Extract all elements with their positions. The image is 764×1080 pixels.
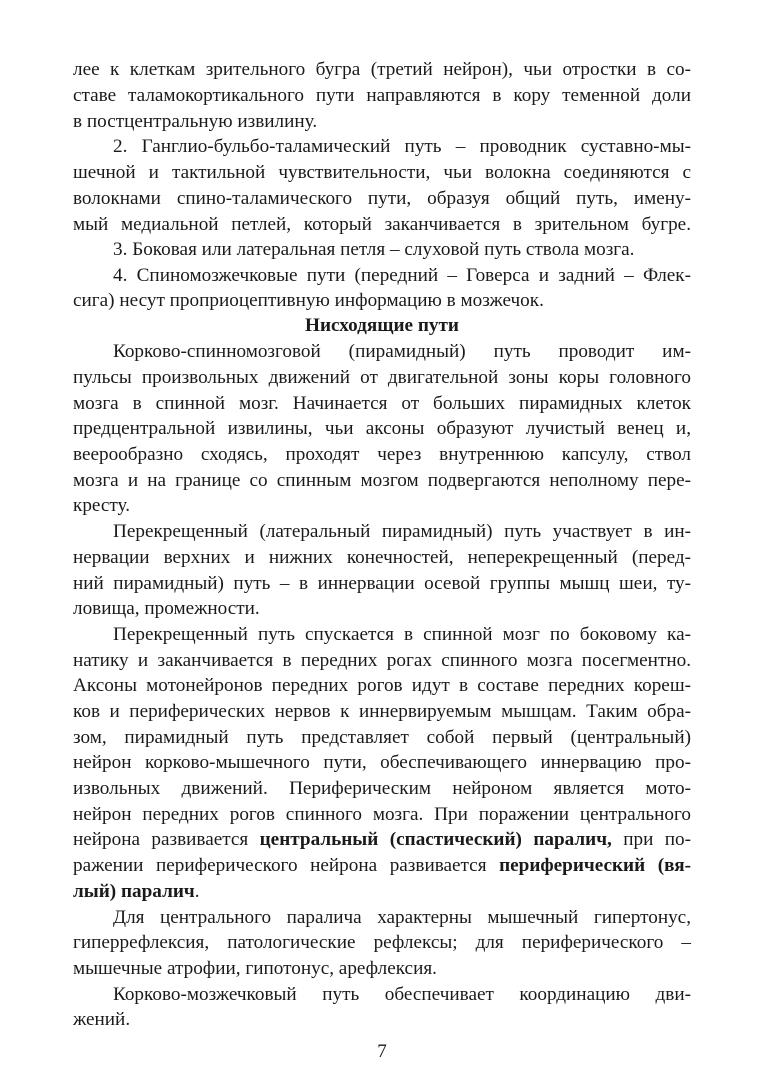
text-line: ставе таламокортикального пути направляются в кору теменной доли bbox=[73, 85, 691, 106]
text-line: Перекрещенный (латеральный пирамидный) путь участвует в ин- bbox=[113, 521, 691, 542]
text-line: Аксоны мотонейронов передних рогов идут в составе передних кореш- bbox=[73, 675, 691, 696]
list-item-line: шечной и тактильной чувствительности, чьи волокна соединяются с bbox=[73, 162, 691, 183]
text-line: натику и заканчивается в передних рогах спинного мозга посегментно. bbox=[73, 650, 691, 671]
text-line-with-bold bbox=[73, 827, 691, 853]
text-segment: . bbox=[194, 881, 200, 902]
page-number: 7 bbox=[377, 1041, 387, 1062]
section-heading: Нисходящие пути bbox=[305, 315, 459, 336]
text-line: мышечные атрофии, гипотонус, арефлексия. bbox=[73, 958, 437, 979]
text-line: веерообразно сходясь, проходят через внутреннюю капсулу, ствол bbox=[73, 444, 691, 465]
list-item-line: волокнами спино-таламического пути, образуя общий путь, имену- bbox=[73, 188, 691, 209]
text-line: извольных движений. Периферическим нейроном является мото- bbox=[73, 778, 691, 799]
text-segment: ражении периферического нейрона развивается bbox=[73, 855, 500, 876]
text-line: мозга и на границе со спинным мозгом подвергаются неполному пере- bbox=[73, 470, 691, 491]
text-line: Перекрещенный путь спускается в спинной мозг по боковому ка- bbox=[113, 624, 691, 645]
text-line: зом, пирамидный путь представляет собой первый (центральный) bbox=[73, 727, 691, 748]
text-line-with-bold bbox=[73, 853, 691, 879]
text-line: ков и периферических нервов к иннервируемым мышцам. Таким обра- bbox=[73, 701, 691, 722]
text-line: ний пирамидный) путь – в иннервации осевой группы мышц шеи, ту- bbox=[73, 573, 691, 594]
list-item-line: 2. Ганглио-бульбо-таламический путь – проводник суставно-мы- bbox=[113, 136, 691, 157]
text-line: лее к клеткам зрительного бугра (третий нейрон), чьи отростки в со- bbox=[73, 59, 691, 80]
list-item-line: сига) несут проприоцептивную информацию в мозжечок. bbox=[73, 290, 544, 311]
text-line: Корково-спинномозговой (пирамидный) путь проводит им- bbox=[113, 341, 691, 362]
list-item-line: 4. Спиномозжечковые пути (передний – Говерса и задний – Флек- bbox=[113, 265, 691, 286]
text-line: нервации верхних и нижних конечностей, неперекрещенный (перед- bbox=[73, 547, 691, 568]
text-line: жений. bbox=[73, 1009, 131, 1030]
text-line: нейрон передних рогов спинного мозга. При поражении центрального bbox=[73, 804, 691, 825]
bold-term-peripheral-paralysis: периферический (вя- bbox=[499, 855, 691, 876]
text-line: предцентральной извилины, чьи аксоны образуют лучистый венец и, bbox=[73, 418, 691, 439]
text-line: Для центрального паралича характерны мышечный гипертонус, bbox=[113, 907, 691, 928]
list-item-line: мый медиальной петлей, который заканчивается в зрительном бугре. bbox=[73, 214, 691, 235]
list-item-line: 3. Боковая или латеральная петля – слуховой путь ствола мозга. bbox=[113, 239, 635, 260]
text-line: нейрон корково-мышечного пути, обеспечивающего иннервацию про- bbox=[73, 752, 691, 773]
text-line: в постцентральную извилину. bbox=[73, 111, 318, 132]
text-segment: нейрона развивается bbox=[73, 829, 260, 850]
text-line: мозга в спинной мозг. Начинается от больших пирамидных клеток bbox=[73, 393, 691, 414]
text-segment: при по- bbox=[611, 829, 691, 850]
text-line: Корково-мозжечковый путь обеспечивает координацию дви- bbox=[113, 984, 691, 1005]
text-line: кресту. bbox=[73, 495, 131, 516]
bold-term-central-paralysis: центральный (спастический) паралич, bbox=[259, 829, 612, 850]
bold-term-peripheral-paralysis-end: лый) паралич bbox=[73, 881, 195, 902]
text-line: гиперрефлексия, патологические рефлексы; для периферического – bbox=[73, 932, 691, 953]
text-line: ловища, промежности. bbox=[73, 598, 260, 619]
text-line-with-bold bbox=[73, 879, 691, 905]
text-line: пульсы произвольных движений от двигательной зоны коры головного bbox=[73, 367, 691, 388]
